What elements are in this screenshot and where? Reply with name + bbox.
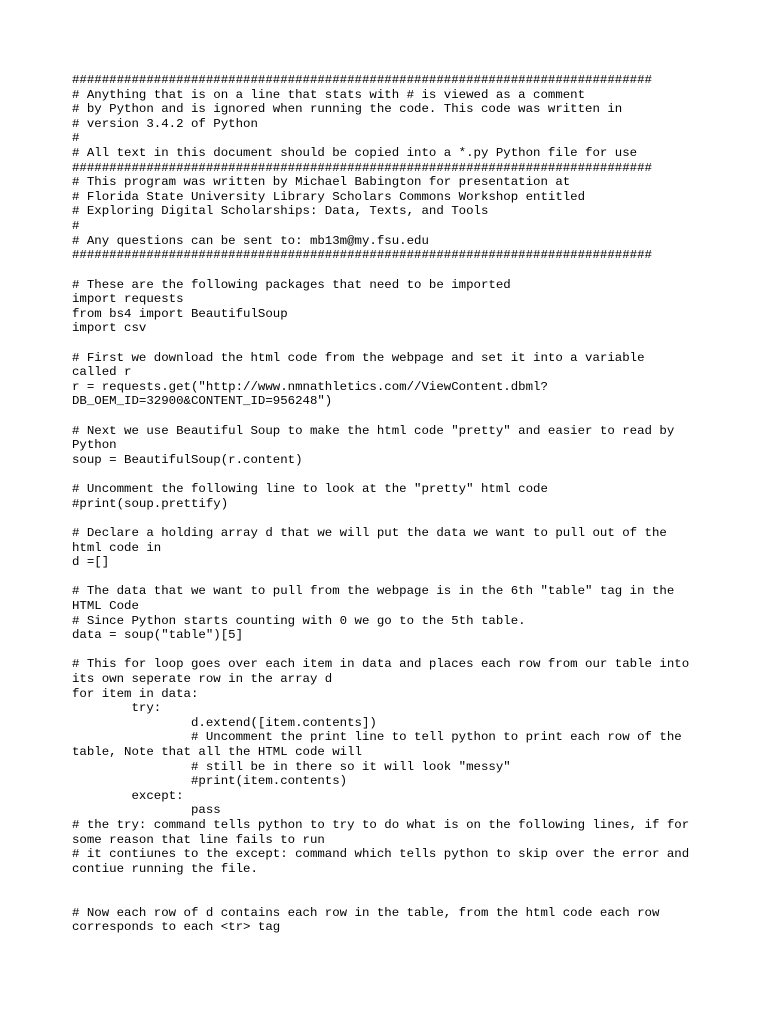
code-line: # Uncomment the print line to tell python to print each row of the: [72, 730, 682, 745]
code-line: # Anything that is on a line that stats with # is viewed as a comment: [72, 87, 586, 102]
code-line: except:: [72, 788, 184, 803]
code-line: #: [72, 131, 80, 146]
code-line: called r: [72, 365, 132, 380]
code-line: [72, 570, 732, 585]
code-line: some reason that line fails to run: [72, 832, 325, 847]
code-line: # Any questions can be sent to: mb13m@my.fsu.edu: [72, 233, 429, 248]
code-line: table, Note that all the HTML code will: [72, 745, 362, 760]
code-line: ##############################################################################: [72, 73, 652, 87]
code-line: # All text in this document should be copied into a *.py Python file for use: [72, 146, 638, 161]
code-line: try:: [72, 701, 162, 716]
code-line: # Uncomment the following line to look at the "pretty" html code: [72, 482, 548, 497]
code-line: data = soup("table")[5]: [72, 628, 244, 643]
code-line: contiue running the file.: [72, 861, 258, 876]
code-line: # Exploring Digital Scholarships: Data, Texts, and Tools: [72, 204, 489, 219]
code-line: # it contiunes to the except: command which tells python to skip over the error and: [72, 847, 690, 862]
code-line: for item in data:: [72, 686, 199, 701]
code-line: corresponds to each <tr> tag: [72, 920, 281, 935]
code-line: # Florida State University Library Scholars Commons Workshop entitled: [72, 189, 586, 204]
code-line: [72, 891, 732, 906]
code-line: # This for loop goes over each item in data and places each row from our table into: [72, 657, 690, 672]
code-line: # version 3.4.2 of Python: [72, 116, 258, 131]
code-line: [72, 467, 732, 482]
code-line: # This program was written by Michael Babington for presentation at: [72, 175, 571, 190]
code-line: # still be in there so it will look "messy": [72, 759, 511, 774]
code-line: [72, 643, 732, 658]
code-line: # Declare a holding array d that we will put the data we want to pull out of the: [72, 525, 667, 540]
code-line: d =[]: [72, 555, 110, 570]
code-document: [72, 73, 732, 935]
code-line: import requests: [72, 292, 184, 307]
code-line: html code in: [72, 540, 162, 555]
code-line: from bs4 import BeautifulSoup: [72, 306, 288, 321]
code-line: its own seperate row in the array d: [72, 671, 333, 686]
code-line: # These are the following packages that need to be imported: [72, 277, 511, 292]
code-line: # Next we use Beautiful Soup to make the html code "pretty" and easier to read by: [72, 423, 675, 438]
code-line: HTML Code: [72, 598, 139, 613]
code-line: DB_OEM_ID=32900&CONTENT_ID=956248"): [72, 394, 333, 409]
code-line: import csv: [72, 321, 147, 336]
code-line: # First we download the html code from the webpage and set it into a variable: [72, 350, 645, 365]
code-line: r = requests.get("http://www.nmnathletics.com//ViewContent.dbml?: [72, 379, 548, 394]
code-line: # the try: command tells python to try to do what is on the following lines, if for: [72, 818, 690, 833]
code-line: # by Python and is ignored when running the code. This code was written in: [72, 102, 623, 117]
code-line: soup = BeautifulSoup(r.content): [72, 452, 303, 467]
code-line: #: [72, 219, 80, 234]
code-line: d.extend([item.contents]): [72, 715, 377, 730]
code-line: [72, 877, 732, 892]
code-line: [72, 263, 732, 278]
code-line: # Since Python starts counting with 0 we go to the 5th table.: [72, 613, 526, 628]
code-line: ##############################################################################: [72, 248, 652, 263]
code-line: ##############################################################################: [72, 160, 652, 175]
code-line: #print(item.contents): [72, 774, 348, 789]
code-line: # The data that we want to pull from the webpage is in the 6th "table" tag in the: [72, 584, 675, 599]
code-line: [72, 511, 732, 526]
code-line: pass: [72, 803, 221, 818]
code-line: #print(soup.prettify): [72, 496, 229, 511]
code-line: Python: [72, 438, 117, 453]
code-line: # Now each row of d contains each row in the table, from the html code each row: [72, 905, 660, 920]
code-line: [72, 409, 732, 424]
code-line: [72, 336, 732, 351]
